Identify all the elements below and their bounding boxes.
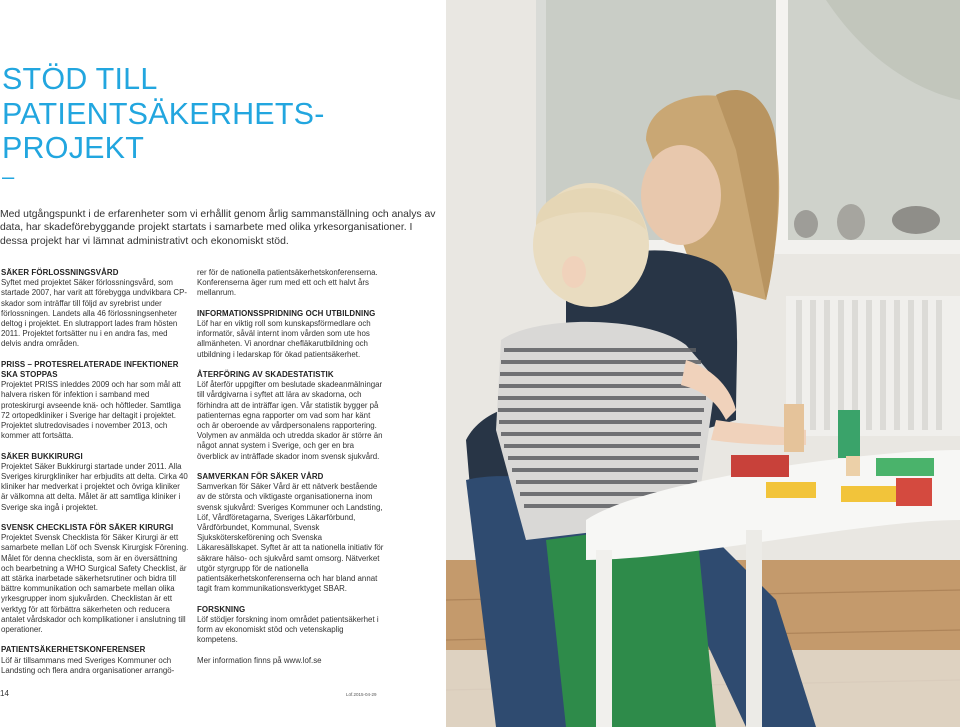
- title-line-1: STÖD TILL: [2, 62, 158, 96]
- footer-code: Löf.2015-04-29: [346, 692, 377, 697]
- section-body: Syftet med projektet Säker förlossningsvård, som startade 2007, har varit att förebygga undvikbara CP-skador som inträffar till följd av syrebrist under förlossningen. Landets alla 46 förlossningsenheter deltog i projektet. En slutrapport lades fram hösten 2011. Projektet fortsätter nu i en andra fas, med delvis andra områden.: [1, 278, 187, 349]
- section-heading: SAMVERKAN FÖR SÄKER VÅRD: [197, 472, 324, 482]
- section-heading: ÅTERFÖRING AV SKADESTATISTIK: [197, 370, 334, 379]
- intro-paragraph: Med utgångspunkt i de erfarenheter som vi erhållit genom årlig sammanställning och analys av data, har skadeförebyggande projekt startats i samarbete med olika yrkesorganisationer. I dessa projekt har vi lämnat administrativt och ekonomiskt stöd.: [0, 209, 436, 247]
- title-line-3: PROJEKT: [2, 131, 145, 165]
- section-konferenser-cont: [197, 268, 385, 299]
- section-konferenser: [1, 645, 189, 676]
- section-body: Samverkan för Säker Vård är ett nätverk bestående av de största och viktigaste organisationerna inom svensk sjukvård: Sveriges Kommuner och Landsting, Löf, Vårdföretagarna, Sveriges Läkarförbund, Vårdförbundet, Kommunal, Svensk Sjuksköterskeförening och Svenska Läkaresällskapet. Syftet är att ta nationella initiativ för säkrare hälso- och sjukvård samt omsorg. Nätverket utgör styrgrupp för de nationella patientsäkerhetskonferenserna och har bland annat tagit fram kommunikationsverktyget SBAR.: [197, 482, 384, 594]
- section-heading: FORSKNING: [197, 604, 246, 614]
- section-heading: SÄKER BUKKIRURGI: [1, 451, 83, 461]
- section-samverkan: [197, 472, 385, 594]
- section-body: Projektet PRISS inleddes 2009 och har som mål att halvera risken för infektion i samband med proteskirurgi avseende knä- och höftleder. Samtliga 72 ortopedkliniker i Sverige har deltagit i projektet. Projektet slutredovisades i november 2013, och kommer att fortsätta.: [1, 380, 181, 441]
- photo-mother-child-playing-blocks: [446, 0, 960, 727]
- section-heading: PRISS – PROTESRELATERADE INFEKTIONER SKA STOPPAS: [1, 359, 179, 380]
- section-body: Projektet Svensk Checklista för Säker Kirurgi är ett samarbete mellan Löf och Svensk Kirurgisk Förening. Målet för denna checklista, som är en översättning och bearbetning a WHO Surgical Safety Checklist, är att stärka inarbetade säkerhetsrutiner och bidra till bättre kommunikation och samarbete mellan olika yrkesgrupper inom sjukvården. Checklistan är ett verktyg för att förbättra säkerheten och reducera antalet vårdskador och komplikationer i anslutning till operationer.: [1, 533, 189, 635]
- page-title: [2, 62, 325, 166]
- section-saker-bukkirurgi: [1, 452, 189, 513]
- section-priss: [1, 360, 189, 442]
- page-number: 14: [0, 689, 9, 698]
- more-info-link-text: Mer information finns på www.lof.se: [197, 655, 322, 665]
- section-checklista: [1, 523, 189, 635]
- section-forskning: [197, 605, 385, 646]
- section-saker-forlossningsvard: [1, 268, 189, 350]
- section-body: rer för de nationella patientsäkerhetskonferenserna. Konferenserna äger rum med ett och ett halvt års mellanrum.: [197, 268, 378, 298]
- section-more-info: [197, 656, 385, 666]
- section-heading: INFORMATIONSSPRIDNING OCH UTBILDNING: [197, 308, 376, 318]
- section-body: Löf återför uppgifter om beslutade skadeanmälningar till vårdgivarna i syftet att lära av skadorna, och förhindra att de inträffar igen. Vår statistik bygger på patienternas egna rapporter om vad som har känt och är oberoende av vårdpersonalens rapportering. Volymen av anmälda och utredda skador är större än något annat system i Sverige, och ger en bra överblick av inträffade skador inom svensk sjukvård.: [197, 380, 383, 461]
- right-column: [197, 268, 385, 676]
- section-aterforing: [197, 370, 385, 462]
- section-heading: SÄKER FÖRLOSSNINGSVÅRD: [1, 268, 119, 277]
- section-heading: PATIENTSÄKERHETSKONFERENSER: [1, 645, 146, 655]
- section-body: Löf har en viktig roll som kunskapsförmedlare och informatör, såväl internt inom vården som ute hos allmänheten. Vi anordnar chefläkarutbildning och utbildning i ledarskap för ökad patientsäkerhet.: [197, 319, 371, 359]
- section-body: Löf stödjer forskning inom området patientsäkerhet i form av ekonomiskt stöd och vetenskaplig kompetens.: [197, 614, 379, 645]
- section-body: Löf är tillsammans med Sveriges Kommuner och Landsting och flera andra organisationer arrangö-: [1, 655, 175, 675]
- section-informationsspridning: [197, 309, 385, 360]
- title-line-2: PATIENTSÄKERHETS-: [2, 96, 325, 131]
- title-dash: –: [2, 164, 15, 189]
- section-body: Projektet Säker Bukkirurgi startade under 2011. Alla Sveriges kirurgkliniker har erbjudits att delta. Cirka 40 kliniker har medverkat i projektet och övriga kliniker är välkomna att delta. Målet är att samtliga kliniker i Sverige ska ingå i projektet.: [1, 461, 188, 512]
- left-column: [1, 268, 189, 686]
- section-heading: SVENSK CHECKLISTA FÖR SÄKER KIRURGI: [1, 523, 174, 533]
- text-page: [0, 0, 446, 727]
